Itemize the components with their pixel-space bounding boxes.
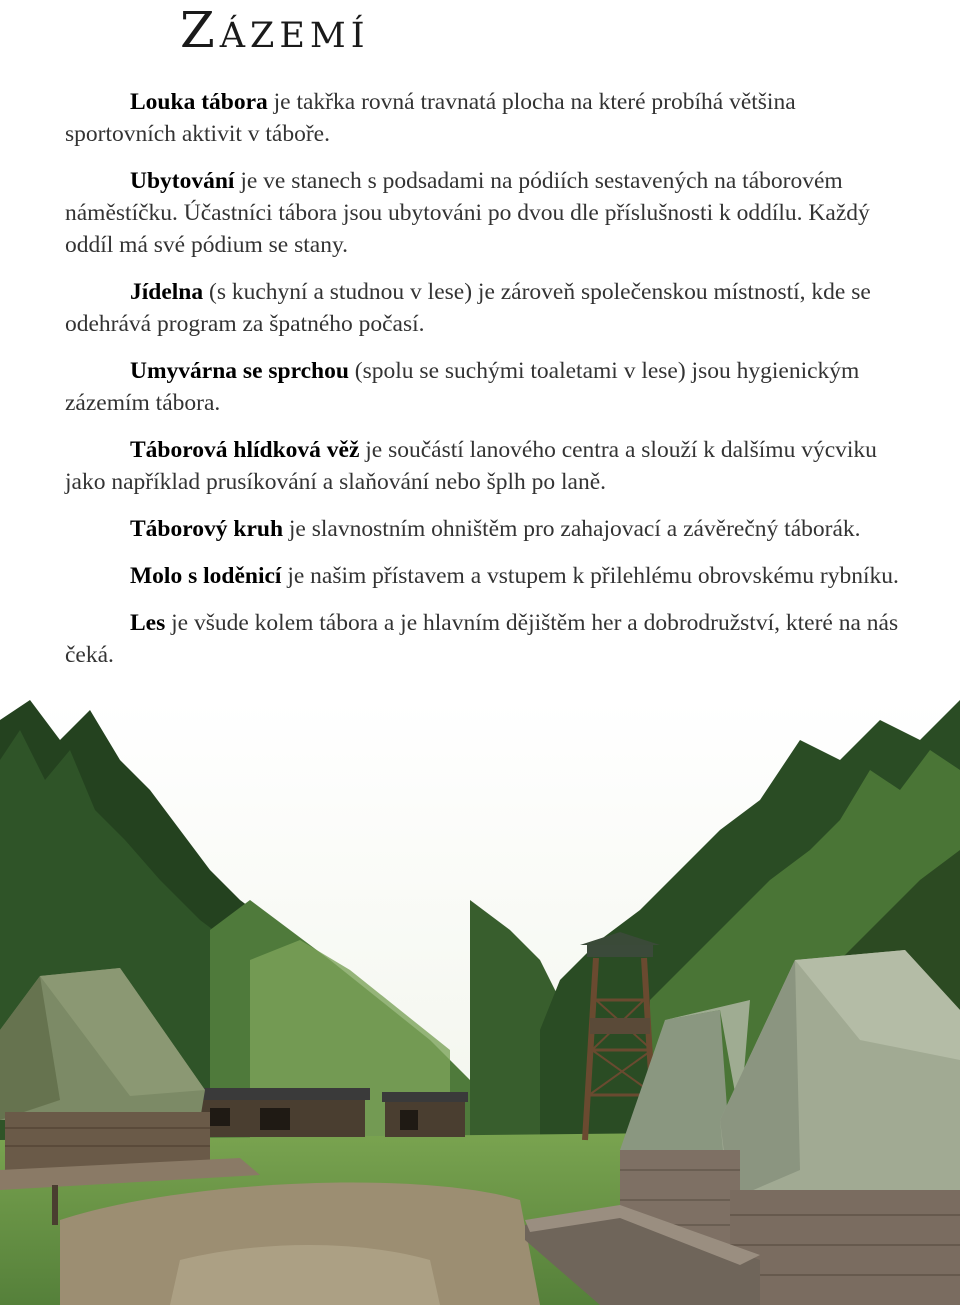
paragraph-umyvarna [65,355,905,419]
term-kruh: Táborový kruh [130,516,284,542]
paragraph-les [65,607,905,671]
article-body [65,86,905,686]
text-les: je všude kolem tábora a je hlavním dějištěm her a dobrodružství, které na nás čeká. [65,610,899,668]
paragraph-louka [65,86,905,150]
text-molo: je našim přístavem a vstupem k přilehlému obrovskému rybníku. [281,563,899,589]
text-jidelna: (s kuchyní a studnou v lese) je zároveň společenskou místností, kde se odehrává program za špatného počasí. [65,279,871,337]
page-title: Zázemí [180,1,370,59]
term-jidelna: Jídelna [130,279,204,305]
term-les: Les [130,610,166,636]
paragraph-jidelna [65,276,905,340]
term-vez: Táborová hlídková věž [130,437,360,463]
term-molo: Molo s loděnicí [130,563,282,589]
term-umyvarna: Umyvárna se sprchou [130,358,349,384]
camp-photo [0,700,960,1305]
paragraph-ubytovani [65,165,905,261]
term-louka: Louka tábora [130,89,268,115]
text-kruh: je slavnostním ohništěm pro zahajovací a závěrečný táborák. [283,516,861,542]
paragraph-kruh [65,513,905,545]
paragraph-molo [65,560,905,592]
text-louka: je takřka rovná travnatá plocha na které probíhá většina sportovních aktivit v táboře. [65,89,796,147]
camp-photo-illustration [0,700,960,1305]
text-vez: je součástí lanového centra a slouží k dalšímu výcviku jako například prusíkování a slaňování nebo šplh po laně. [65,437,877,495]
paragraph-vez [65,434,905,498]
text-umyvarna: (spolu se suchými toaletami v lese) jsou hygienickým zázemím tábora. [65,358,860,416]
text-ubytovani: je ve stanech s podsadami na pódiích sestavených na táborovém náměstíčku. Účastníci tábora jsou ubytováni po dvou dle příslušnosti k oddílu. Každý oddíl má své pódium se stany. [65,168,870,258]
term-ubytovani: Ubytování [130,168,235,194]
